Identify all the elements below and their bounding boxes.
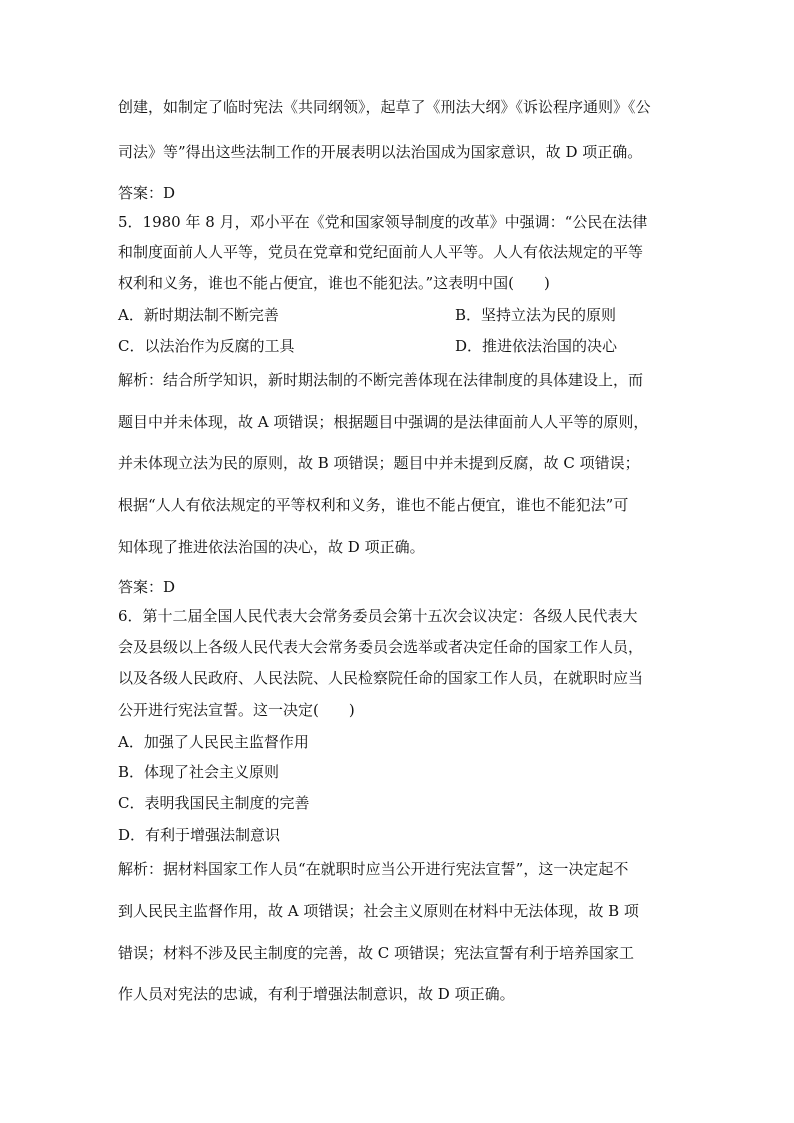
question-6-option-c: C．表明我国民主制度的完善 xyxy=(118,794,310,812)
question-6-option-b: B．体现了社会主义原则 xyxy=(118,763,280,781)
question-5-analysis-line: 解析：结合所学知识，新时期法制的不断完善体现在法律制度的具体建设上，而 xyxy=(118,371,644,389)
question-5-analysis-line: 题目中并未体现，故 A 项错误；根据题目中强调的是法律面前人人平等的原则， xyxy=(118,413,649,431)
analysis-line: 创建，如制定了临时宪法《共同纲领》，起草了《刑法大纲》《诉讼程序通则》《公 xyxy=(118,98,651,116)
question-5-analysis-line: 知体现了推进依法治国的决心，故 D 项正确。 xyxy=(118,538,425,556)
question-5-stem-line: 权利和义务，谁也不能占便宜，谁也不能犯法。”这表明中国( ) xyxy=(118,274,550,292)
question-6-option-a: A．加强了人民民主监督作用 xyxy=(118,733,309,751)
question-6-stem-line: 会及县级以上各级人民代表大会常务委员会选举或者决定任命的国家工作人员， xyxy=(118,638,644,656)
question-6-stem-line: 以及各级人民政府、人民法院、人民检察院任命的国家工作人员，在就职时应当 xyxy=(118,669,644,687)
question-6-stem-line: 6．第十二届全国人民代表大会常务委员会第十五次会议决定：各级人民代表大 xyxy=(118,607,638,625)
question-5-answer: 答案：D xyxy=(118,578,176,596)
analysis-line: 司法》等”得出这些法制工作的开展表明以法治国成为国家意识，故 D 项正确。 xyxy=(118,143,643,161)
question-5-analysis-line: 并未体现立法为民的原则，故 B 项错误；题目中并未提到反腐，故 C 项错误； xyxy=(118,454,640,472)
question-6-stem-line: 公开进行宪法宣誓。这一决定( ) xyxy=(118,701,355,719)
question-6-analysis-line: 解析：据材料国家工作人员“在就职时应当公开进行宪法宣誓”，这一决定起不 xyxy=(118,860,629,878)
question-5-option-a: A．新时期法制不断完善 xyxy=(118,306,279,324)
question-6-analysis-line: 到人民民主监督作用，故 A 项错误；社会主义原则在材料中无法体现，故 B 项 xyxy=(118,902,639,920)
question-5-option-d: D．推进依法治国的决心 xyxy=(455,337,618,355)
question-5-option-b: B．坚持立法为民的原则 xyxy=(455,306,617,324)
question-6-analysis-line: 作人员对宪法的忠诚，有利于增强法制意识，故 D 项正确。 xyxy=(118,985,515,1003)
answer-line: 答案：D xyxy=(118,184,176,202)
question-5-stem-line: 5．1980 年 8 月，邓小平在《党和国家领导制度的改革》中强调：“公民在法律 xyxy=(118,213,648,231)
question-6-option-d: D．有利于增强法制意识 xyxy=(118,826,281,844)
question-5-analysis-line: 根据“人人有依法规定的平等权利和义务，谁也不能占便宜，谁也不能犯法”可 xyxy=(118,496,629,514)
question-6-analysis-line: 错误；材料不涉及民主制度的完善，故 C 项错误；宪法宣誓有利于培养国家工 xyxy=(118,944,635,962)
question-5-option-c: C．以法治作为反腐的工具 xyxy=(118,337,295,355)
question-5-stem-line: 和制度面前人人平等，党员在党章和党纪面前人人平等。人人有依法规定的平等 xyxy=(118,243,644,261)
